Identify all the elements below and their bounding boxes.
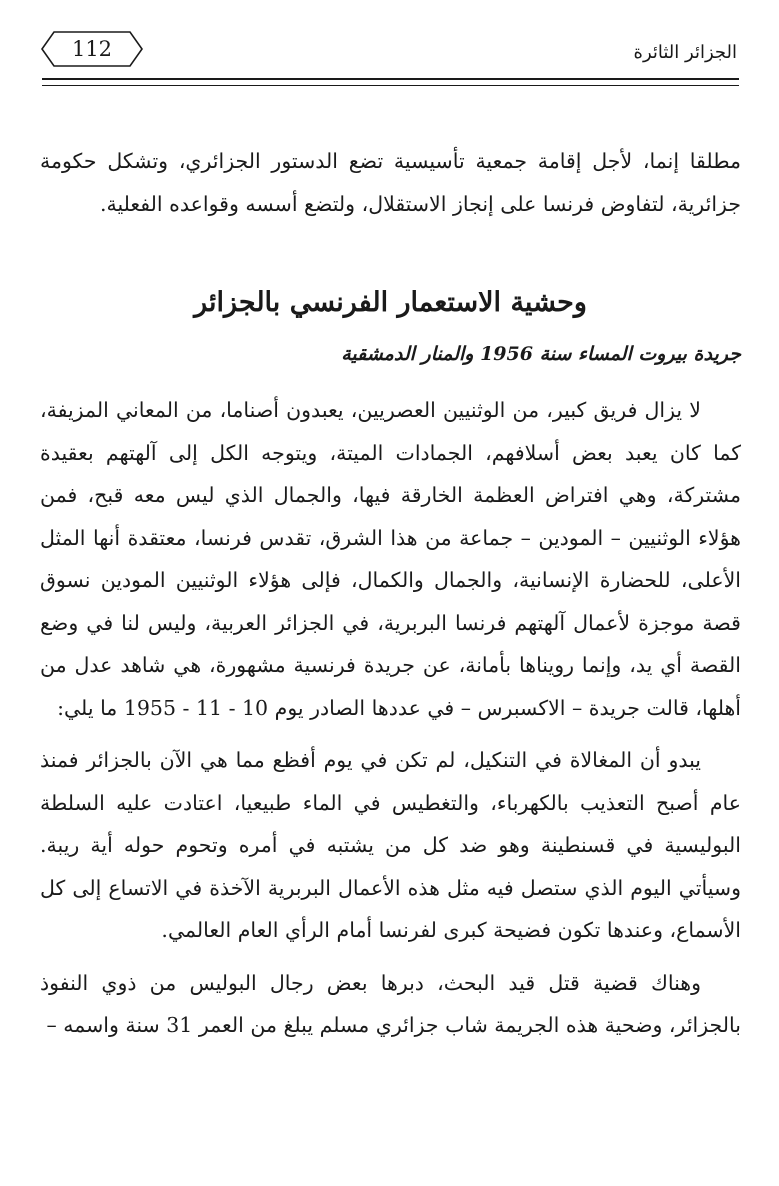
- body-paragraph-2: يبدو أن المغالاة في التنكيل، لم تكن في يوم أفظع مما هي الآن بالجزائر فمنذ عام أصبح التعذيب بالكهرباء، والتغطيس في الماء طبيعيا، اعتادت عليه السلطة البوليسية في قسنطينة وهو ضد كل من يشتبه في أمره وتحوم حوله أية ريبة. وسيأتي اليوم الذي ستصل فيه مثل هذه الأعمال البربرية الآخذة في الاتساع إلى كل الأسماع، وعندها تكون فضيحة كبرى لفرنسا أمام الرأي العام العالمي.: [40, 748, 741, 942]
- header-rule-thin: [42, 85, 739, 86]
- page-body: [40, 140, 741, 1047]
- body-paragraph-1: لا يزال فريق كبير، من الوثنيين العصريين، يعبدون أصناما، من المعاني المزيفة، كما كان يعبد بعض أسلافهم، الجمادات الميتة، ويتوجه الكل إلى آلهتهم بعقيدة مشتركة، وهي افتراض العظمة الخارقة فيها، والجمال الذي ليس معه قبح، فمن هؤلاء الوثنيين – المودين – جماعة من هذا الشرق، تقدس فرنسا، معتقدة أنها المثل الأعلى، للحضارة الإنسانية، والجمال والكمال، فإلى هؤلاء الوثنيين المودين نسوق قصة موجزة لأعمال آلهتهم فرنسا البربرية، في الجزائر العربية، وليس لنا في وضع القصة أي يد، وإنما رويناها بأمانة، عن جريدة فرنسية مشهورة، هي شاهد عدل من أهلها، قالت جريدة – الاكسبرس – في عددها الصادر يوم 10 - 11 - 1955 ما يلي:: [40, 398, 741, 720]
- header-rule-thick: [42, 78, 739, 80]
- body-paragraph-3: وهناك قضية قتل قيد البحث، دبرها بعض رجال البوليس من ذوي النفوذ بالجزائر، وضحية هذه الجريمة شاب جزائري مسلم يبلغ من العمر 31 سنة واسمه –: [40, 970, 741, 1037]
- section-source-line: جريدة بيروت المساء سنة 1956 والمنار الدمشقية: [341, 343, 741, 365]
- intro-paragraph: مطلقا إنما، لأجل إقامة جمعية تأسيسية تضع الدستور الجزائري، وتشكل حكومة جزائرية، لتفاوض فرنسا على إنجاز الاستقلال، ولتضع أسسه وقواعده الفعلية.: [40, 149, 741, 216]
- page-number-badge: [40, 30, 144, 68]
- section-heading: وحشية الاستعمار الفرنسي بالجزائر: [194, 287, 587, 318]
- page-number: 112: [71, 37, 113, 61]
- running-header-title: الجزائر الثائرة: [633, 42, 737, 63]
